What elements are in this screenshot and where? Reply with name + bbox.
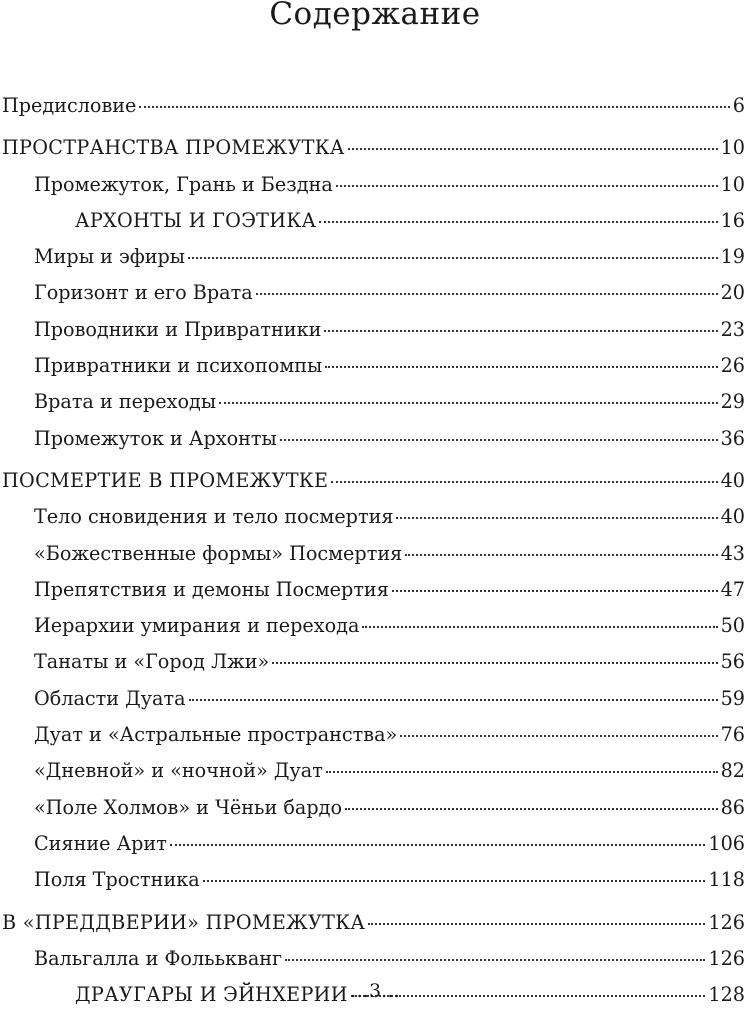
toc-entry-page: 118 [708,868,745,892]
toc-entry [0,275,745,311]
dot-leader [272,662,717,664]
toc-entry-page: 43 [720,541,745,565]
toc-subsection-label: АРХОНТЫ И ГОЭТИКА [75,208,317,232]
toc-entry-label: Горизонт и его Врата [34,281,253,305]
dot-leader [345,808,718,810]
toc-entry-page: 76 [720,723,745,747]
toc-section-label: В «ПРЕДДВЕРИИ» ПРОМЕЖУТКА [2,910,366,934]
dot-leader [336,185,718,187]
toc-section [0,130,745,166]
toc-section [0,463,745,499]
toc-entry [0,717,745,753]
toc-entry [0,753,745,789]
toc-entry [0,348,745,384]
dot-leader [170,844,706,846]
toc-section-label: ПОСМЕРТИЕ В ПРОМЕЖУТКЕ [2,468,329,492]
dot-leader [331,481,717,483]
toc-entry-label: «Дневной» и «ночной» Дуат [34,759,323,783]
toc-entry-label: Предисловие [2,94,137,117]
toc-entry [0,536,745,572]
dot-leader [256,293,718,295]
toc-section-page: 126 [708,910,745,934]
toc-entry-label: Иерархии умирания и перехода [34,614,360,638]
toc-entry [0,681,745,717]
toc-entry-page: 36 [720,426,745,450]
toc-entry [0,644,745,680]
dot-leader [189,699,718,701]
dot-leader [319,221,717,223]
dot-leader [326,771,718,773]
dot-leader [203,880,706,882]
toc-entry-label: Проводники и Привратники [34,317,322,341]
toc-entry-page: 47 [720,577,745,601]
toc-entry-label: Препятствия и демоны Посмертия [34,577,389,601]
toc-entry [0,499,745,535]
toc-subsection [0,203,745,239]
toc-entry-page: 19 [720,245,745,269]
toc-subsection-page: 16 [720,208,745,232]
toc-entry-page: 6 [732,94,745,117]
toc-section-page: 40 [720,468,745,492]
toc-entry-label: Тело сновидения и тело посмертия [34,505,394,529]
toc-entry [0,826,745,862]
toc-entry [0,572,745,608]
page-title: Содержание [269,0,481,32]
toc-entry-page: 40 [720,505,745,529]
toc-entry-page: 86 [720,795,745,819]
toc-entry-page: 29 [720,390,745,414]
toc-entry-page: 82 [720,759,745,783]
toc-entry-page: 10 [720,172,745,196]
toc-section-page: 10 [720,136,745,160]
page-number-footer: …3… [349,980,401,1002]
toc-entry [0,421,745,457]
toc-entry [0,862,745,898]
toc-entry-label: Привратники и психопомпы [34,354,323,378]
toc-entry [0,608,745,644]
dot-leader [392,590,718,592]
dot-leader [280,439,718,441]
dot-leader [324,330,717,332]
toc-entry-page: 50 [720,614,745,638]
toc-entry-page: 106 [708,831,745,855]
toc-entry-label: Области Дуата [34,686,186,710]
dot-leader [368,923,705,925]
toc-entry-page: 26 [720,354,745,378]
toc-entry-label: Врата и переходы [34,390,217,414]
toc-entry-page: 20 [720,281,745,305]
dot-leader [396,517,717,519]
dot-leader [400,735,717,737]
toc-entry-label: Танаты и «Город Лжи» [34,650,270,674]
table-of-contents [0,88,745,1013]
dot-leader [362,626,717,628]
dot-leader [348,148,718,150]
toc-subsection-page: 128 [708,983,745,1007]
toc-entry-page: 126 [708,946,745,970]
dot-leader [405,554,717,556]
toc-entry-label: Дуат и «Астральные пространства» [34,723,398,747]
toc-entry [0,167,745,203]
toc-entry-label: «Поле Холмов» и Чёньи бардо [34,795,343,819]
toc-entry-label: Поля Тростника [34,868,200,892]
toc-entry [0,941,745,977]
toc-entry [0,384,745,420]
toc-entry-page: 59 [720,686,745,710]
toc-entry-label: «Божественные формы» Посмертия [34,541,403,565]
toc-entry-label: Сияние Арит [34,831,167,855]
toc-entry [0,239,745,275]
dot-leader [219,402,717,404]
toc-entry [0,88,745,124]
toc-entry [0,312,745,348]
dot-leader [139,106,729,108]
toc-entry-page: 23 [720,317,745,341]
toc-entry-label: Промежуток, Грань и Бездна [34,172,333,196]
toc-entry-label: Миры и эфиры [34,245,186,269]
toc-subsection-label: ДРАУГАРЫ И ЭЙНХЕРИИ [75,983,348,1007]
toc-section [0,905,745,941]
dot-leader [325,366,717,368]
toc-entry [0,790,745,826]
toc-entry-page: 56 [720,650,745,674]
toc-entry-label: Вальгалла и Фольькванг [34,946,283,970]
toc-section-label: ПРОСТРАНСТВА ПРОМЕЖУТКА [2,136,345,160]
toc-entry-label: Промежуток и Архонты [34,426,277,450]
dot-leader [188,257,717,259]
dot-leader [285,959,705,961]
